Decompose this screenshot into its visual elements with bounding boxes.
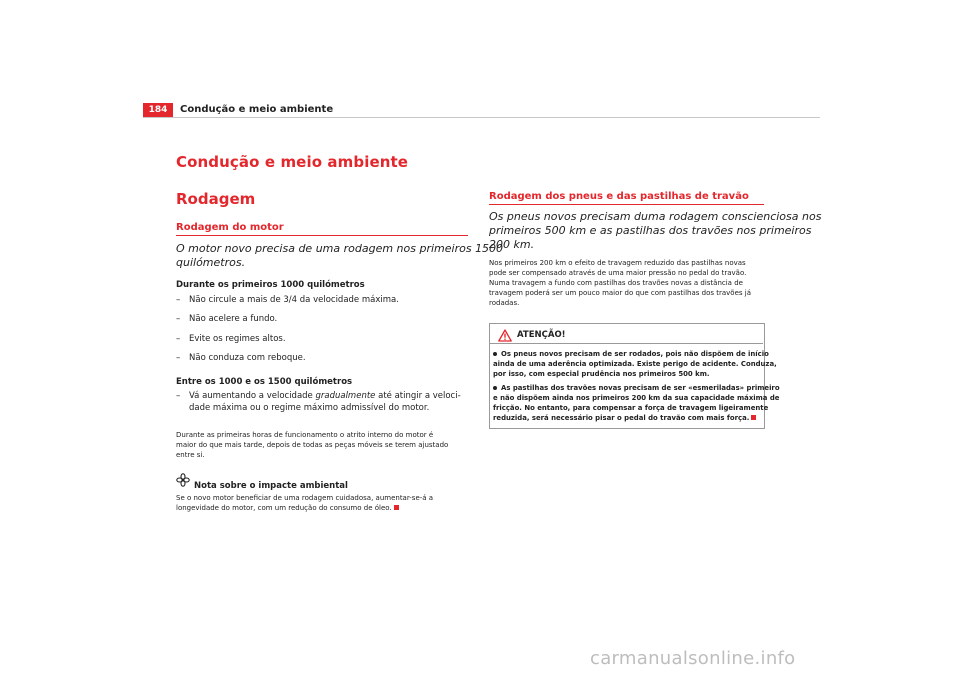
warning-triangle-icon	[498, 327, 512, 340]
warning-bullet-line: As pastilhas dos travões novas precisam de ser «esmeriladas» primeiro	[493, 383, 780, 393]
section-title: Rodagem	[176, 190, 256, 208]
warning-bullet-line: Os pneus novos precisam de ser rodados, pois não dispõem de início	[493, 349, 769, 359]
end-of-section-marker	[394, 505, 399, 510]
env-note-title: Nota sobre o impacte ambiental	[194, 481, 348, 491]
warning-header-rule	[489, 343, 763, 344]
warning-title: ATENÇÃO!	[517, 330, 566, 340]
warning-bullet-line: por isso, com especial prudência nos primeiros 500 km.	[493, 370, 710, 378]
right-lead-line-1: Os pneus novos precisam duma rodagem conscienciosa nos	[489, 210, 822, 223]
bullet-icon	[493, 386, 497, 390]
page-number: 184	[143, 103, 173, 117]
right-lead-line-3: 200 km.	[489, 238, 535, 251]
right-subheading: Rodagem dos pneus e das pastilhas de travão	[489, 191, 749, 202]
end-of-section-marker	[751, 415, 756, 420]
paragraph-line: Durante as primeiras horas de funcionamento o atrito interno do motor é	[176, 431, 434, 439]
list-item: – Evite os regimes altos.	[176, 334, 286, 344]
left-lead-line-1: O motor novo precisa de uma rodagem nos primeiros 1500	[176, 242, 504, 255]
left-lead-line-2: quilómetros.	[176, 256, 246, 269]
warning-bullet-line: fricção. No entanto, para compensar a força de travagem ligeiramente	[493, 404, 769, 412]
running-title: Condução e meio ambiente	[180, 104, 334, 115]
right-subheading-rule	[489, 204, 764, 205]
flower-icon	[176, 472, 190, 486]
paragraph-line: entre si.	[176, 451, 205, 459]
list-item: – Vá aumentando a velocidade gradualmente até atingir a veloci- dade máxima ou o regime máximo admissível do motor.	[176, 391, 461, 413]
paragraph-line: travagem poderá ser um pouco maior do que com pastilhas dos travões já	[489, 289, 752, 297]
warning-bullet-line: e não dispõem ainda nos primeiros 200 km da sua capacidade máxima de	[493, 394, 780, 402]
left-subheading-rule	[176, 235, 468, 236]
paragraph-line: rodadas.	[489, 299, 520, 307]
right-lead-line-2: primeiros 500 km e as pastilhas dos travões nos primeiros	[489, 224, 812, 237]
header-rule	[143, 117, 820, 118]
left-subheading: Rodagem do motor	[176, 222, 284, 233]
watermark: carmanualsonline.info	[590, 648, 796, 669]
paragraph-line: maior do que mais tarde, depois de todas as peças móveis se terem ajustado	[176, 441, 449, 449]
paragraph-line: Nos primeiros 200 km o efeito de travagem reduzido das pastilhas novas	[489, 259, 746, 267]
env-note-line: Se o novo motor beneficiar de uma rodagem cuidadosa, aumentar-se-á a	[176, 494, 434, 502]
list-item: – Não acelere a fundo.	[176, 314, 278, 324]
group1-label: Durante os primeiros 1000 quilómetros	[176, 280, 365, 290]
chapter-title: Condução e meio ambiente	[176, 153, 409, 171]
list-item: – Não conduza com reboque.	[176, 353, 306, 363]
warning-bullet-line: ainda de uma aderência optimizada. Existe perigo de acidente. Conduza,	[493, 360, 777, 368]
group2-label: Entre os 1000 e os 1500 quilómetros	[176, 377, 353, 387]
bullet-icon	[493, 352, 497, 356]
env-note-line: longevidade do motor, com um redução do consumo de óleo.	[176, 503, 399, 513]
warning-bullet-line: reduzida, será necessário pisar o pedal do travão com mais força.	[493, 413, 756, 423]
paragraph-line: Numa travagem a fundo com pastilhas dos travões novas a distância de	[489, 279, 743, 287]
list-item: – Não circule a mais de 3/4 da velocidade máxima.	[176, 295, 399, 305]
paragraph-line: pode ser compensado através de uma maior pressão no pedal do travão.	[489, 269, 747, 277]
